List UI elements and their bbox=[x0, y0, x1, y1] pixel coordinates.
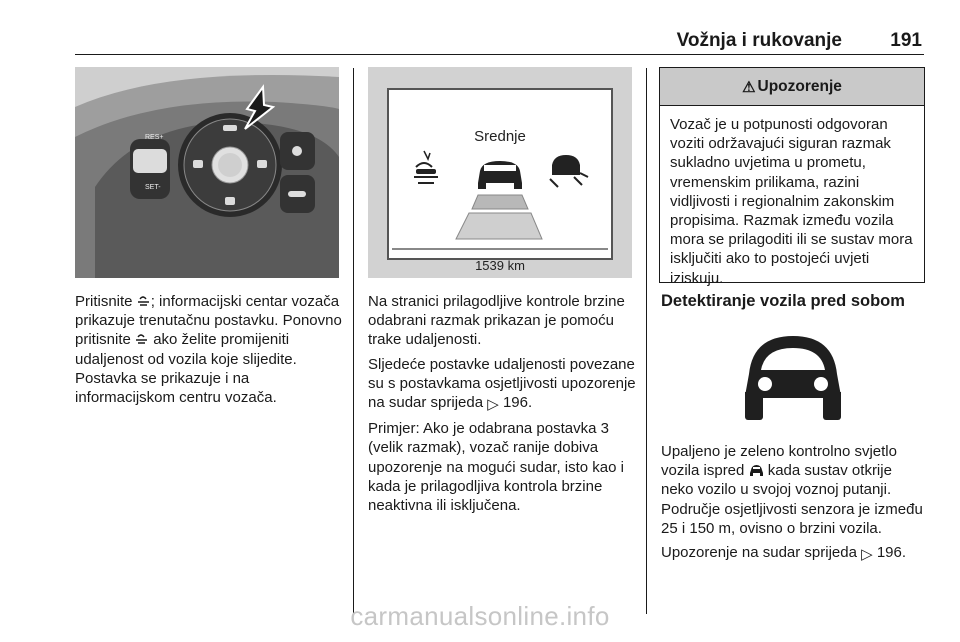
set-button-label: SET- bbox=[145, 184, 161, 191]
following-distance-icon bbox=[137, 294, 151, 308]
paragraph-text: kada sustav otkrije neko vozilo u svojoj voznoj putanji. Područje osjetljivosti senzora je između 25 i 150 m, ovisno o brzini vozila. bbox=[661, 462, 923, 537]
header-rule bbox=[75, 54, 924, 55]
setting-label: Srednje bbox=[474, 128, 526, 145]
warning-title: Upozorenje bbox=[757, 77, 842, 95]
chapter-title: Vožnja i rukovanje bbox=[676, 30, 842, 51]
steering-wheel-figure bbox=[75, 67, 339, 278]
column-1-text bbox=[75, 292, 345, 412]
paragraph-text: Upozorenje na sudar sprijeda bbox=[661, 544, 862, 562]
vehicle-ahead-icon bbox=[661, 322, 925, 426]
warning-body: Vozač je u potpunosti odgovoran voziti održavajući siguran razmak sukladno uvjetima u prometu, vremenskim prilikama, razini vidljivosti i regionalnim zakonskim propisima. Razmak između vozila mora se prilagoditi ili se sustav mora isključiti ako to postojeći uvjeti iziskuju. bbox=[670, 116, 913, 287]
paragraph bbox=[661, 543, 927, 564]
arrow-reference-icon[interactable]: ▷ bbox=[861, 546, 873, 564]
paragraph: Primjer: Ako je odabrana postavka 3 (velik razmak), vozač ranije dobiva upozorenje na mogući sudar, isto kao i kada je prilagodljiva kontrola brzine neaktivna ili isključena. bbox=[368, 420, 624, 515]
page-reference[interactable]: 196. bbox=[872, 544, 907, 562]
paragraph bbox=[75, 292, 345, 407]
paragraph-text: Pritisnite bbox=[75, 293, 137, 310]
column-2-text bbox=[368, 292, 638, 520]
page-header bbox=[75, 30, 924, 52]
paragraph-text: Sljedeće postavke udaljenosti povezane su s postavkama osjetljivosti upozorenje na sudar sprijeda bbox=[368, 355, 636, 412]
paragraph-text: ako želite promijeniti udaljenost od vozila koje slijedite. Postavka se prikazuje i na informacijskom centru vozača. bbox=[75, 331, 297, 407]
dic-display-figure bbox=[368, 67, 632, 278]
page-number: 191 bbox=[890, 30, 922, 51]
paragraph: Na stranici prilagodljive kontrole brzine odabrani razmak prikazan je pomoću trake udaljenosti. bbox=[368, 293, 625, 349]
watermark: carmanualsonline.info bbox=[350, 601, 610, 631]
warning-box bbox=[659, 67, 925, 287]
steering-wheel-illustration bbox=[75, 67, 339, 278]
paragraph bbox=[368, 355, 638, 415]
column-3-text bbox=[661, 442, 927, 569]
warning-triangle-icon: ⚠ bbox=[742, 78, 756, 96]
paragraph-text: Upaljeno je zeleno kontrolno svjetlo vozila ispred bbox=[661, 443, 897, 480]
page-reference[interactable]: 196. bbox=[498, 394, 533, 412]
vehicle-ahead-icon bbox=[749, 464, 764, 477]
dic-display-illustration bbox=[368, 67, 632, 278]
column-separator bbox=[646, 68, 647, 614]
section-heading: Detektiranje vozila pred sobom bbox=[661, 292, 905, 310]
warning-header bbox=[660, 68, 924, 106]
res-button-label: RES+ bbox=[145, 134, 164, 141]
arrow-reference-icon[interactable]: ▷ bbox=[487, 396, 499, 414]
paragraph-text: ; informacijski centar vozača prikazuje trenutačnu postavku. Ponovno pritisnite bbox=[75, 293, 342, 349]
odometer-readout: 1539 km bbox=[475, 258, 525, 273]
column-separator bbox=[353, 68, 354, 614]
paragraph bbox=[661, 442, 927, 538]
vehicle-ahead-figure bbox=[661, 322, 925, 426]
following-distance-icon bbox=[135, 332, 149, 346]
